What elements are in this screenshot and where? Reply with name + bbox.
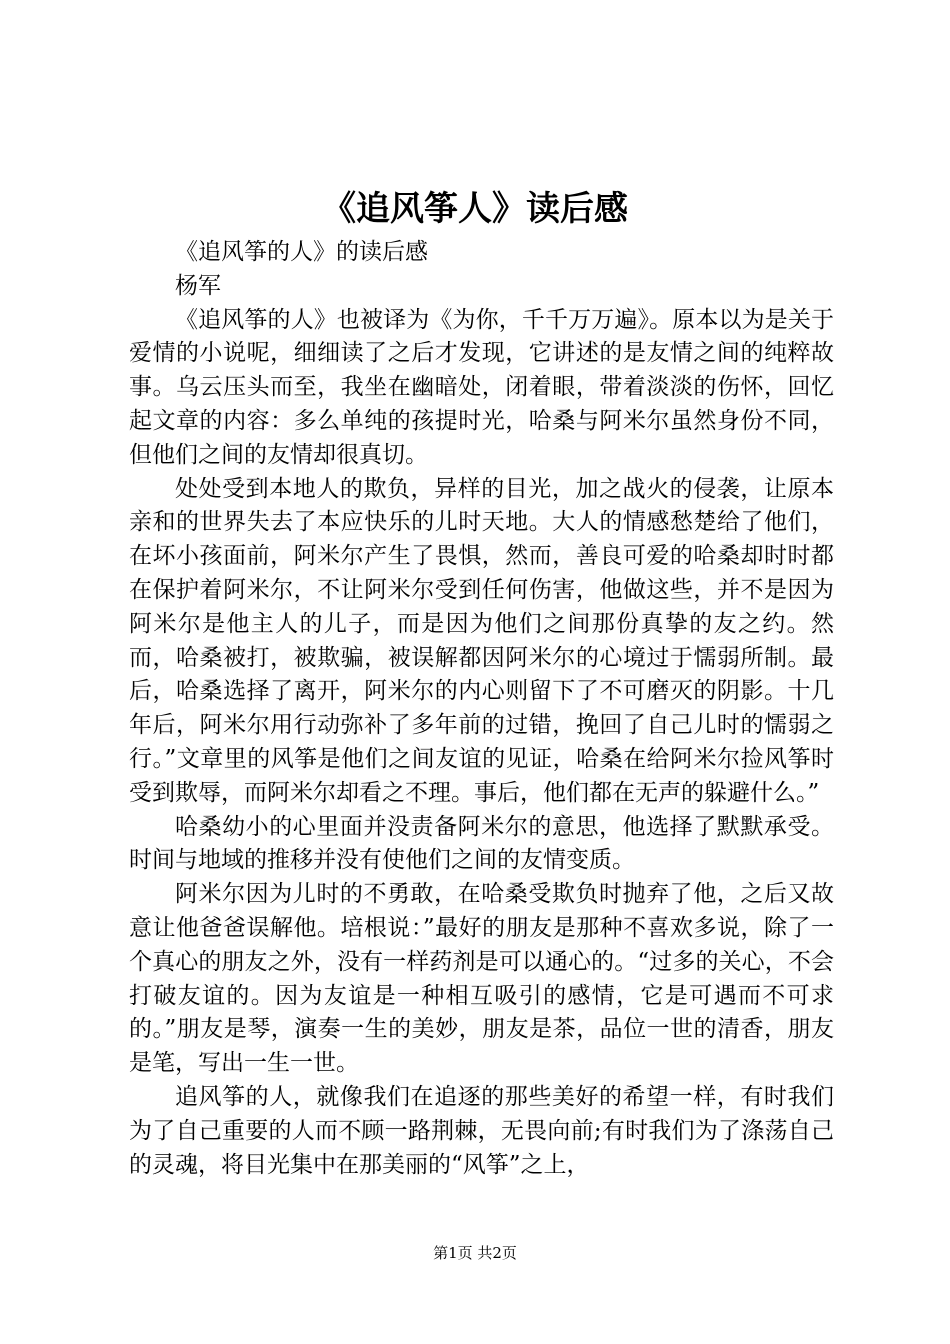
page-title: 《追风筝人》读后感 <box>322 189 628 229</box>
paragraph-3: 哈桑幼小的心里面并没责备阿米尔的意思，他选择了默默承受。时间与地域的推移并没有使他们之间的友情变质。 <box>129 813 834 874</box>
paragraph-4: 阿米尔因为儿时的不勇敢，在哈桑受欺负时抛弃了他，之后又故意让他爸爸误解他。培根说：”最好的朋友是那种不喜欢多说，除了一个真心的朋友之外，没有一样药剂是可以通心的。“过多的关心，不会打破友谊的。因为友谊是一种相互吸引的感情，它是可遇而不可求的。”朋友是琴，演奏一生的美妙，朋友是茶，品位一世的清香，朋友是笔，写出一生一世。 <box>129 881 834 1077</box>
paragraph-5: 追风筝的人，就像我们在追逐的那些美好的希望一样，有时我们为了自己重要的人而不顾一路荆棘，无畏向前;有时我们为了涤荡自己的灵魂，将目光集中在那美丽的“风筝”之上， <box>129 1083 834 1178</box>
document-author: 杨军 <box>175 272 221 299</box>
paragraph-2: 处处受到本地人的欺负，异样的目光，加之战火的侵袭，让原本亲和的世界失去了本应快乐的儿时天地。大人的情感愁楚给了他们，在坏小孩面前，阿米尔产生了畏惧，然而，善良可爱的哈桑却时时都在保护着阿米尔，不让阿米尔受到任何伤害，他做这些，并不是因为阿米尔是他主人的儿子，而是因为他们之间那份真挚的友之约。然而，哈桑被打，被欺骗，被误解都因阿米尔的心境过于懦弱所制。最后，哈桑选择了离开，阿米尔的内心则留下了不可磨灭的阴影。十几年后，阿米尔用行动弥补了多年前的过错，挽回了自己儿时的懦弱之行。”文章里的风筝是他们之间友谊的见证，哈桑在给阿米尔捡风筝时受到欺辱，而阿米尔却看之不理。事后，他们都在无声的躲避什么。” <box>129 475 834 806</box>
document-subtitle: 《追风筝的人》的读后感 <box>175 239 428 265</box>
document-body <box>129 236 834 1182</box>
page-number-footer: 第1页 共2页 <box>433 1244 517 1262</box>
paragraph-1: 《追风筝的人》也被译为《为你，千千万万遍》。原本以为是关于爱情的小说呢，细细读了之后才发现，它讲述的是友情之间的纯粹故事。乌云压头而至，我坐在幽暗处，闭着眼，带着淡淡的伤怀，回忆起文章的内容：多么单纯的孩提时光，哈桑与阿米尔虽然身份不同，但他们之间的友情却很真切。 <box>129 306 834 468</box>
